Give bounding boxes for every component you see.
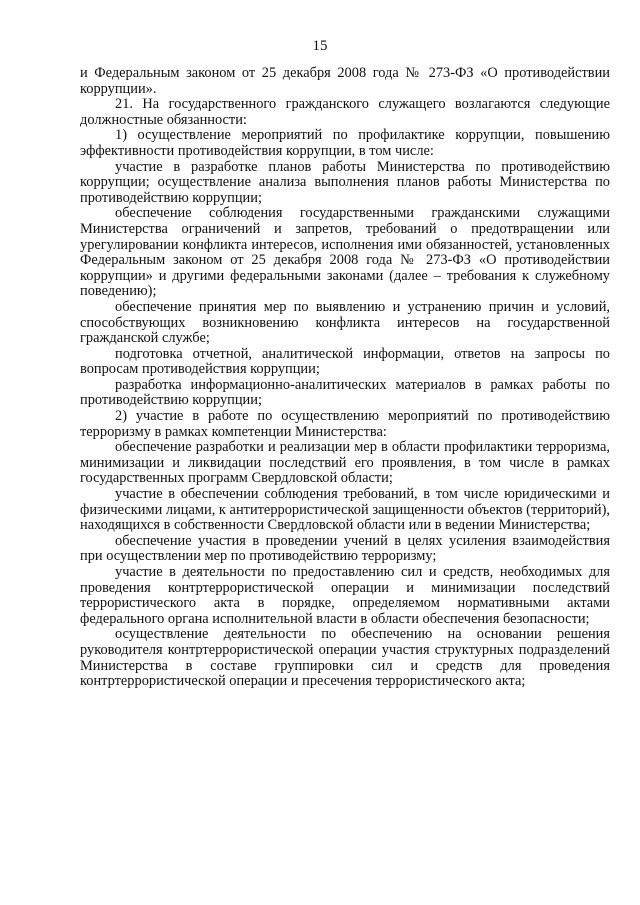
paragraph: разработка информационно-аналитических материалов в рамках работы по противодействию коррупции; — [80, 376, 610, 409]
paragraph: обеспечение принятия мер по выявлению и устранению причин и условий, способствующих возникновению конфликта интересов на государственной гражданской службе; — [80, 298, 610, 347]
paragraph: участие в обеспечении соблюдения требований, в том числе юридическими и физическими лицами, к антитеррористической защищенности объектов (территорий), находящихся в собственности Свердловской области или в ведении Министерства; — [80, 486, 610, 534]
paragraph: обеспечение соблюдения государственными гражданскими служащими Министерства ограничений и запретов, требований о предотвращении или урегулировании конфликта интересов, исполнения ими обязанностей, установленных Федеральным законом от 25 декабря 2008 года № 273-ФЗ «О противодействии коррупции» и другими федеральными законами (далее – требования к служебному поведению); — [80, 205, 610, 300]
paragraph: осуществление деятельности по обеспечению на основании решения руководителя контртеррористической операции участия структурных подразделений Министерства в составе группировки сил и средств для проведения контртеррористической операции и пресечения террористического акта; — [80, 626, 610, 690]
document-body — [80, 66, 610, 690]
paragraph: обеспечение разработки и реализации мер в области профилактики терроризма, минимизации и ликвидации последствий его проявления, в том числе в рамках государственных программ Свердловской области; — [80, 439, 610, 487]
page-number: 15 — [312, 38, 328, 54]
paragraph: подготовка отчетной, аналитической информации, ответов на запросы по вопросам противодействия коррупции; — [80, 345, 610, 378]
paragraph: 21. На государственного гражданского служащего возлагаются следующие должностные обязанности: — [80, 96, 610, 128]
paragraph: участие в деятельности по предоставлению сил и средств, необходимых для проведения контртеррористической операции и минимизации последствий террористического акта в порядке, определяемом нормативными актами федерального органа исполнительной власти в области обеспечения безопасности; — [80, 564, 610, 627]
paragraph: участие в разработке планов работы Министерства по противодействию коррупции; осуществление анализа выполнения планов работы Министерства по противодействию коррупции; — [80, 158, 610, 206]
paragraph: 2) участие в работе по осуществлению мероприятий по противодействию терроризму в рамках компетенции Министерства: — [80, 408, 610, 440]
paragraph: и Федеральным законом от 25 декабря 2008 года № 273-ФЗ «О противодействии коррупции». — [80, 65, 610, 97]
paragraph: обеспечение участия в проведении учений в целях усиления взаимодействия при осуществлении мер по противодействию терроризму; — [80, 532, 610, 565]
paragraph: 1) осуществление мероприятий по профилактике коррупции, повышению эффективности противодействия коррупции, в том числе: — [80, 127, 610, 159]
